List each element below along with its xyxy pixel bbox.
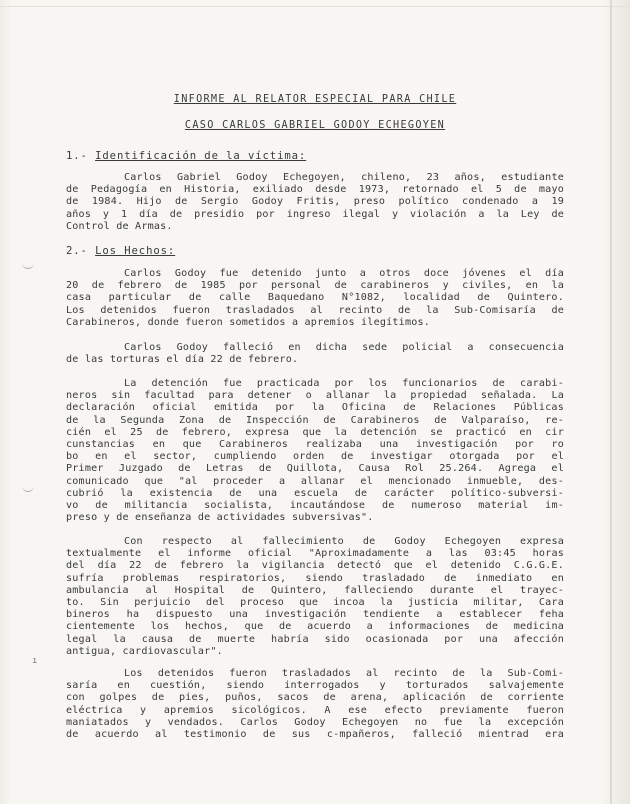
text-line: de acuerdo al testimonio de sus c-mpañeros, falleció mientrad era bbox=[66, 728, 564, 740]
paragraph-identification bbox=[66, 172, 564, 233]
text-line: del día 22 de febrero la vigilancia detectó que el detenido C.G.G.E. bbox=[66, 560, 564, 572]
text-line: Carabineros, donde fueron sometidos a apremios ilegítimos. bbox=[66, 316, 431, 328]
text-line: preso y de enseñanza de actividades subversivas". bbox=[66, 512, 374, 524]
text-line: La detención fue practicada por los funcionarios de carabi- bbox=[124, 378, 564, 389]
text-line: Carlos Godoy fue detenido junto a otros doce jóvenes el día bbox=[124, 268, 564, 279]
text-line: legal la causa de muerte habría sido ocasionada por una afección bbox=[66, 633, 564, 645]
text-line: ambulancia al Hospital de Quintero, falleciendo durante el trayec- bbox=[66, 584, 564, 596]
text-line: saría en cuestión, siendo interrogados y torturados salvajemente bbox=[66, 680, 564, 692]
paragraph-official-report bbox=[66, 536, 564, 658]
text-line: Los detenidos fueron trasladados al recinto de la Sub-Comisaría de bbox=[66, 304, 564, 316]
section-number: 2.- bbox=[66, 245, 88, 257]
text-line: Carlos Gabriel Godoy Echegoyen, chileno, 23 años, estudiante bbox=[124, 172, 564, 183]
text-line: bo en el sector, cumpliendo orden de investigar otorgada por el bbox=[66, 451, 564, 463]
text-line: sufría problemas respiratorios, siendo trasladado de inmediato en bbox=[66, 572, 564, 584]
stray-pen-mark: ı bbox=[32, 656, 38, 666]
document-subtitle: CASO CARLOS GABRIEL GODOY ECHEGOYEN bbox=[184, 120, 446, 131]
text-line: Carlos Godoy falleció en dicha sede policial a consecuencia bbox=[124, 342, 564, 353]
paragraph-torture bbox=[66, 668, 564, 741]
text-line: cubrió la existencia de una escuela de carácter político-subversi- bbox=[66, 487, 564, 499]
text-line: declaración oficial emitida por la Oficina de Relaciones Públicas bbox=[66, 402, 564, 414]
section-heading-2 bbox=[66, 245, 175, 257]
text-line: Con respecto al fallecimiento de Godoy Echegoyen expresa bbox=[124, 536, 564, 547]
text-line: antigua, cardiovascular". bbox=[66, 645, 223, 657]
text-line: neros sin facultad para detener o allanar la propiedad señalada. La bbox=[66, 390, 564, 402]
punch-hole-mark bbox=[22, 485, 34, 492]
document-title: INFORME AL RELATOR ESPECIAL PARA CHILE bbox=[173, 94, 457, 105]
section-label: Los Hechos: bbox=[95, 245, 176, 257]
text-line: cientemente los hechos, que de acuerdo a informaciones de medicina bbox=[66, 621, 564, 633]
section-heading-1 bbox=[66, 150, 306, 162]
page-edge-top bbox=[0, 6, 630, 7]
text-line: bineros ha dispuesto una investigación tendiente a establecer feha bbox=[66, 609, 564, 621]
text-line: de 1984. Hijo de Sergio Godoy Fritis, preso político condenado a 19 bbox=[66, 196, 564, 208]
text-line: textualmente el informe oficial "Aproximadamente a las 03:45 horas bbox=[66, 548, 564, 560]
section-label: Identificación de la víctima: bbox=[95, 150, 307, 162]
section-number: 1.- bbox=[66, 150, 88, 162]
text-line: casa particular de calle Baquedano N°1082, localidad de Quintero. bbox=[66, 292, 564, 304]
text-line: eléctrica y apremios sicológicos. A ese efecto previamente fueron bbox=[66, 704, 564, 716]
paragraph-death bbox=[66, 342, 564, 366]
text-line: vo de militancia socialista, incautándose de numeroso material im- bbox=[66, 499, 564, 511]
text-line: comunicado que "al proceder a allanar el mencionado inmueble, des- bbox=[66, 475, 564, 487]
paragraph-official-statement bbox=[66, 378, 564, 524]
text-line: to. Sin perjuicio del proceso que incoa la justicia militar, Cara bbox=[66, 596, 564, 608]
punch-hole-mark bbox=[22, 262, 34, 269]
text-line: con golpes de pies, puños, sacos de arena, aplicación de corriente bbox=[66, 692, 564, 704]
text-line: Control de Armas. bbox=[66, 220, 173, 232]
text-line: años y 1 día de presidio por ingreso ilegal y violación a la Ley de bbox=[66, 208, 564, 220]
text-line: de Pedagogía en Historia, exiliado desde 1973, retornado el 5 de mayo bbox=[66, 184, 564, 196]
text-line: cunstancias en que Carabineros realizaba una investigación por ro bbox=[66, 438, 564, 450]
text-line: de la Segunda Zona de Inspección de Carabineros de Valparaíso, re- bbox=[66, 414, 564, 426]
text-line: 20 de febrero de 1985 por personal de carabineros y civiles, en la bbox=[66, 280, 564, 292]
text-line: Los detenidos fueron trasladados al recinto de la Sub-Comi- bbox=[124, 668, 564, 679]
text-line: cién el 25 de febrero, expresa que la detención se practicó en cir bbox=[66, 426, 564, 438]
text-line: de las torturas el día 22 de febrero. bbox=[66, 354, 299, 366]
text-line: maniatados y vendados. Carlos Godoy Echegoyen no fue la excepción bbox=[66, 716, 564, 728]
paragraph-detention bbox=[66, 268, 564, 329]
text-line: Primer Juzgado de Letras de Quillota, Causa Rol 25.264. Agrega el bbox=[66, 463, 564, 475]
